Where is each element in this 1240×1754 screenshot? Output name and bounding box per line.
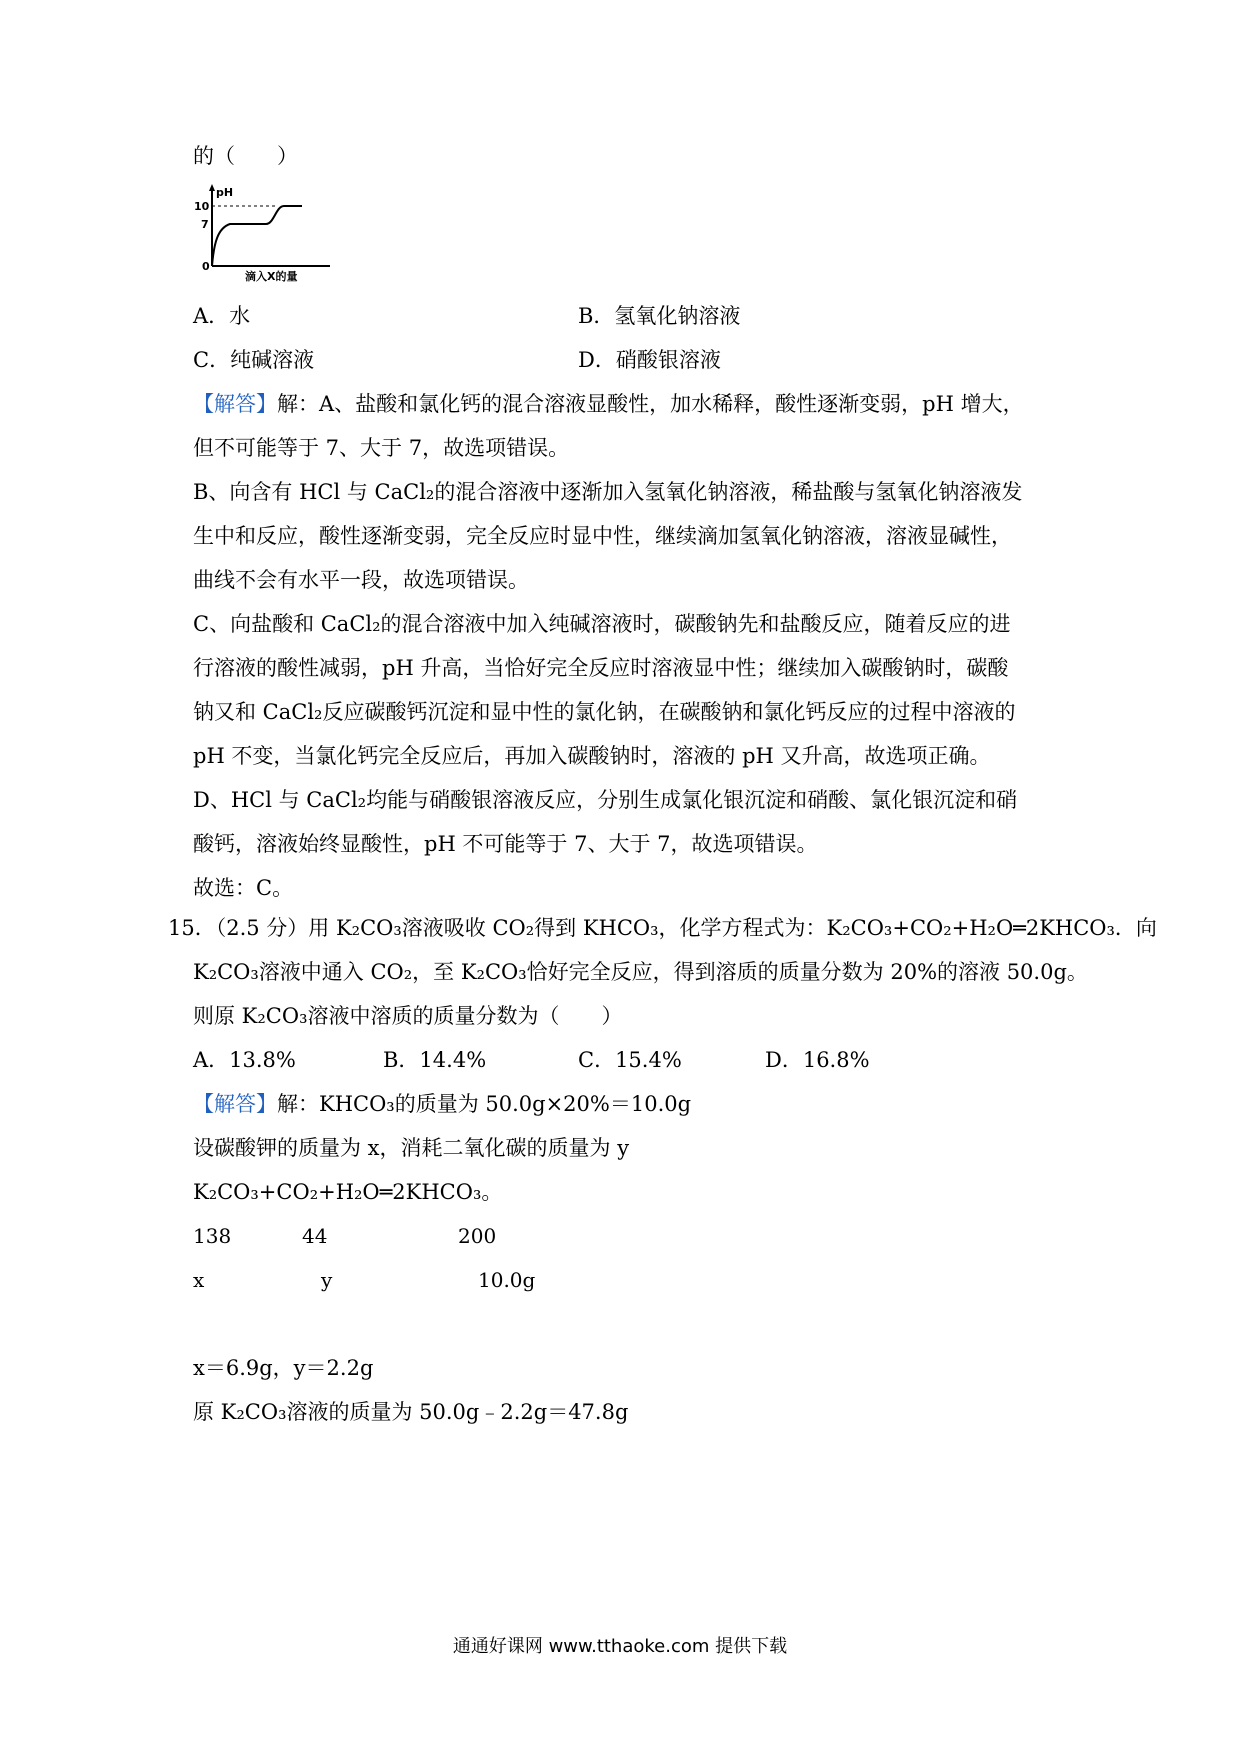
q14-answer-line-12: 故选：C。 [193, 876, 294, 900]
ph-curve [212, 206, 302, 266]
q15-mass-line: 原 K₂CO₃溶液的质量为 50.0g﹣2.2g＝47.8g [193, 1400, 629, 1424]
q14-option-b: B．氢氧化钠溶液 [578, 304, 741, 328]
y-tick-0: 0 [202, 260, 210, 273]
q15-option-d: D．16.8% [765, 1048, 870, 1072]
q14-answer-line-9: pH 不变，当氯化钙完全反应后，再加入碳酸钠时，溶液的 pH 又升高，故选项正确。 [193, 744, 991, 768]
y-axis-label: pH [216, 186, 234, 199]
y-tick-7: 7 [201, 218, 209, 231]
page-footer: 通通好课网 www.tthaoke.com 提供下载 [452, 1636, 788, 1657]
q15-let-line: 设碳酸钾的质量为 x，消耗二氧化碳的质量为 y [193, 1136, 630, 1160]
ratio-10g: 10.0g [478, 1268, 536, 1292]
q15-stem-line-3: 则原 K₂CO₃溶液中溶质的质量分数为（ ） [193, 1004, 623, 1028]
q15-option-a: A．13.8% [193, 1048, 296, 1072]
q15-option-b: B．14.4% [383, 1048, 487, 1072]
x-axis-label: 滴入X的量 [245, 270, 298, 282]
ph-curve-figure [190, 182, 340, 282]
q14-answer-line-6: C、向盐酸和 CaCl₂的混合溶液中加入纯碱溶液时，碳酸钠先和盐酸反应，随着反应的进 [193, 612, 1011, 636]
ratio-44: 44 [302, 1224, 328, 1248]
ratio-x: x [193, 1268, 205, 1292]
q15-stem-line-2: K₂CO₃溶液中通入 CO₂，至 K₂CO₃恰好完全反应，得到溶质的质量分数为 20%的溶液 50.0g。 [193, 960, 1088, 984]
q15-result: x＝6.9g，y＝2.2g [193, 1356, 374, 1380]
q15-stem-line-1: 15．（2.5 分）用 K₂CO₃溶液吸收 CO₂得到 KHCO₃，化学方程式为：K₂CO₃+CO₂+H₂O═2KHCO₃．向 [168, 916, 1157, 940]
q14-answer-line-10: D、HCl 与 CaCl₂均能与硝酸银溶液反应，分别生成氯化银沉淀和硝酸、氯化银沉淀和硝 [193, 788, 1018, 812]
q14-answer-line-11: 酸钙，溶液始终显酸性，pH 不可能等于 7、大于 7，故选项错误。 [193, 832, 818, 856]
q14-answer-line-4: 生中和反应，酸性逐渐变弱，完全反应时显中性，继续滴加氢氧化钠溶液，溶液显碱性， [193, 524, 1012, 548]
ratio-y: y [321, 1268, 333, 1292]
answer-tag: 【解答】 [193, 392, 277, 416]
q15-option-c: C．15.4% [578, 1048, 682, 1072]
q14-option-a: A．水 [193, 304, 251, 328]
answer-tag: 【解答】 [193, 1092, 277, 1116]
q14-answer-line-2: 但不可能等于 7、大于 7，故选项错误。 [193, 436, 570, 460]
q14-option-c: C．纯碱溶液 [193, 348, 315, 372]
y-axis-arrow [209, 184, 215, 191]
q14-answer-line-5: 曲线不会有水平一段，故选项错误。 [193, 568, 529, 592]
q15-equation: K₂CO₃+CO₂+H₂O═2KHCO₃。 [193, 1180, 503, 1204]
q14-stem-end: 的（ ） [193, 144, 298, 168]
ratio-138: 138 [193, 1224, 232, 1248]
q14-option-d: D．硝酸银溶液 [578, 348, 721, 372]
q14-answer-line-3: B、向含有 HCl 与 CaCl₂的混合溶液中逐渐加入氢氧化钠溶液，稀盐酸与氢氧化钠溶液发 [193, 480, 1023, 504]
y-tick-10: 10 [194, 200, 210, 213]
q15-answer-first: 【解答】解：KHCO₃的质量为 50.0g×20%＝10.0g [193, 1092, 692, 1116]
q14-answer-line-1: 【解答】解：A、盐酸和氯化钙的混合溶液显酸性，加水稀释，酸性逐渐变弱，pH 增大， [193, 392, 1024, 416]
q14-answer-line-7: 行溶液的酸性减弱，pH 升高，当恰好完全反应时溶液显中性；继续加入碳酸钠时，碳酸 [193, 656, 1009, 680]
q14-answer-line-8: 钠又和 CaCl₂反应碳酸钙沉淀和显中性的氯化钠，在碳酸钠和氯化钙反应的过程中溶液的 [193, 700, 1016, 724]
ratio-200: 200 [458, 1224, 497, 1248]
